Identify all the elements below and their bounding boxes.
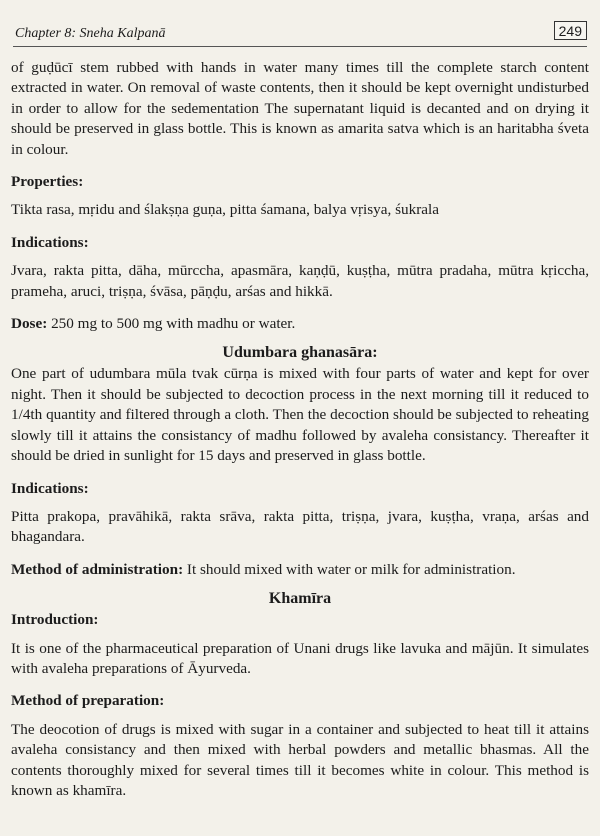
section-title-udumbara: Udumbara ghanasāra:	[222, 344, 378, 362]
dose-line	[11, 314, 589, 334]
page-header	[13, 20, 587, 47]
indications-heading: Indications:	[11, 233, 89, 251]
indications-heading-2: Indications:	[11, 479, 89, 497]
page-number: 249	[554, 21, 587, 40]
dose-text: 250 mg to 500 mg with madhu or water.	[51, 315, 296, 333]
udumbara-paragraph: One part of udumbara mūla tvak cūrṇa is mixed with four parts of water and kept for over night. Then it should be subjected to decoction process in the next morning till it reduced to 1/4th quantity and filtered through a cloth. Then the decoction should be subjected to reheating slowly till it attains the consistancy of madhu followed by avaleha consistancy. Thereafter it should be dried in sunlight for 15 days and preserved in glass bottle.	[11, 365, 589, 465]
dose-label: Dose:	[11, 315, 48, 333]
indications-text-2: Pitta prakopa, pravāhikā, rakta srāva, rakta pitta, triṣṇa, jvara, kuṣṭha, vraṇa, arśas and bhagandara.	[11, 507, 589, 546]
preparation-text: The deocotion of drugs is mixed with sugar in a container and subjected to heat till it attains avaleha consistancy and then mixed with herbal powders and metallic bhasmas. All the contents thoroughly mixed for several times till it becomes white in colour. This method is known as khamīra.	[11, 720, 589, 799]
indications-text: Jvara, rakta pitta, dāha, mūrccha, apasmāra, kaṇḍū, kuṣṭha, mūtra pradaha, mūtra kṛiccha, prameha, aruci, triṣṇa, śvāsa, pāṇḍu, arśas and hikkā.	[11, 262, 589, 300]
properties-heading: Properties:	[11, 173, 84, 191]
preparation-heading: Method of preparation:	[11, 692, 165, 710]
section-title-khamira: Khamīra	[268, 590, 332, 608]
introduction-text: It is one of the pharmaceutical preparation of Unani drugs like lavuka and mājūn. It simulates with avaleha preparations of Āyurveda.	[11, 639, 589, 677]
intro-paragraph: of guḍūcī stem rubbed with hands in water many times till the complete starch content extracted in water. On removal of waste contents, then it should be kept overnight undisturbed in order to allow for the sedementation The supernatant liquid is decanted and on drying it should be preserved in glass bottle. This is known as amarita satva which is an haritabha śveta in colour.	[11, 59, 589, 158]
page-content	[11, 58, 589, 801]
administration-label: Method of administration:	[11, 560, 184, 578]
properties-text: Tikta rasa, mṛidu and ślakṣṇa guṇa, pitta śamana, balya vṛisya, śukrala	[11, 201, 439, 219]
administration-text: It should mixed with water or milk for administration.	[186, 560, 516, 578]
introduction-heading: Introduction:	[11, 611, 99, 629]
chapter-title: Chapter 8: Sneha Kalpanā	[15, 26, 166, 41]
administration-line	[11, 560, 589, 580]
